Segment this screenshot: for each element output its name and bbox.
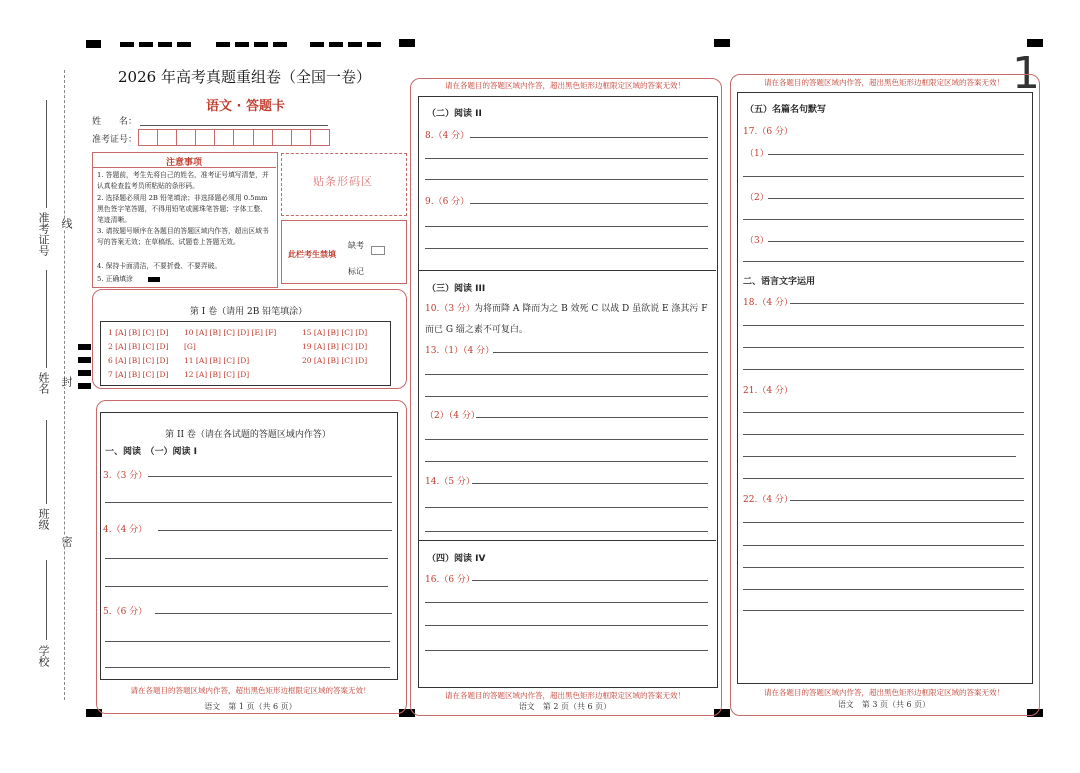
answer-line[interactable] — [768, 154, 1024, 155]
absent-checkbox[interactable] — [371, 246, 385, 255]
section-language: 二、语言文字运用 — [743, 277, 816, 287]
question-10-text-cont: 而已 G 缁之素不可复白。 — [425, 325, 528, 335]
section-divider — [418, 270, 716, 271]
answer-line[interactable] — [425, 602, 708, 603]
answer-line[interactable] — [148, 476, 392, 477]
timing-mark — [78, 383, 91, 389]
warning-text: 请在各题目的答题区域内作答，超出黑色矩形边框限定区域的答案无效！ — [764, 78, 1004, 87]
answer-line[interactable] — [425, 226, 708, 227]
margin-line-label: 线 — [60, 218, 73, 229]
absent-label: 缺考 — [348, 241, 364, 250]
section-reading-3: （三）阅读 III — [427, 284, 486, 294]
answer-line[interactable] — [743, 610, 1024, 611]
answer-line[interactable] — [493, 352, 708, 353]
question-8: 8.（4 分） — [425, 131, 470, 141]
question-17-2: （2） — [745, 193, 769, 203]
choice-row[interactable]: 6 [A] [B] [C] [D] — [108, 356, 169, 365]
answer-line[interactable] — [425, 531, 708, 532]
margin-class-label: 班级 — [37, 508, 50, 530]
choice-row[interactable]: 19 [A] [B] [C] [D] — [302, 342, 368, 351]
answer-line[interactable] — [155, 613, 392, 614]
timing-mark — [235, 42, 249, 47]
answer-line[interactable] — [425, 507, 708, 508]
timing-mark — [139, 42, 153, 47]
answer-line[interactable] — [105, 586, 388, 587]
notice-title: 注意事项 — [165, 158, 202, 168]
page-footer: 语文 第 1 页（共 6 页） — [204, 702, 297, 711]
mark-label: 标记 — [348, 267, 364, 276]
answer-line[interactable] — [425, 650, 708, 651]
timing-mark — [254, 42, 268, 47]
question-9: 9.（6 分） — [425, 197, 470, 207]
section-reading-2: （二）阅读 II — [427, 109, 482, 119]
timing-mark — [367, 42, 381, 47]
margin-name-label: 姓名 — [37, 372, 50, 394]
column2-inner-frame — [418, 96, 718, 688]
choice-row[interactable]: 12 [A] [B] [C] [D] — [184, 370, 250, 379]
question-17-1: （1） — [745, 149, 769, 159]
timing-mark — [120, 42, 134, 47]
fill-sample — [148, 277, 160, 282]
section-recitation: （五）名篇名句默写 — [745, 105, 827, 115]
answer-line[interactable] — [743, 325, 1024, 326]
answer-line[interactable] — [425, 179, 708, 180]
answer-line[interactable] — [105, 558, 388, 559]
barcode-label: 贴条形码区 — [313, 175, 373, 188]
answer-line[interactable] — [743, 567, 1024, 568]
timing-mark — [273, 42, 287, 47]
timing-mark — [216, 42, 230, 47]
answer-line[interactable] — [743, 478, 1024, 479]
timing-mark — [310, 42, 324, 47]
choice-row[interactable]: [G] — [184, 342, 196, 351]
answer-line[interactable] — [105, 667, 390, 668]
answer-line[interactable] — [743, 456, 1016, 457]
answer-line[interactable] — [425, 248, 708, 249]
admission-label: 准考证号： — [92, 135, 138, 145]
timing-mark — [399, 39, 415, 47]
answer-line[interactable] — [743, 545, 1024, 546]
timing-mark — [177, 42, 191, 47]
timing-mark — [78, 357, 91, 363]
answer-line[interactable] — [105, 641, 390, 642]
answer-line[interactable] — [425, 439, 708, 440]
answer-line[interactable] — [105, 502, 392, 503]
timing-mark — [329, 42, 343, 47]
section-reading-4: （四）阅读 IV — [427, 554, 486, 564]
answer-line[interactable] — [425, 625, 708, 626]
answer-line[interactable] — [472, 483, 708, 484]
timing-mark — [78, 344, 91, 350]
page-footer: 语文 第 2 页（共 6 页） — [518, 702, 612, 711]
margin-admission-underline — [46, 100, 47, 208]
choice-row[interactable]: 10 [A] [B] [C] [D] [E] [F] — [184, 328, 277, 337]
admission-number-boxes[interactable] — [138, 129, 330, 146]
answer-line[interactable] — [790, 303, 1024, 304]
question-22: 22.（4 分） — [743, 495, 793, 505]
notice-item: 1. 答题前，考生先将自己的姓名，准考证号填写清楚，并认真检查监考员所粘贴的条形码。 — [97, 171, 269, 190]
name-field[interactable] — [140, 125, 328, 126]
page-number: 1 — [1012, 48, 1040, 99]
warning-text: 请在各题目的答题区域内作答，超出黑色矩形边框限定区域的答案无效！ — [130, 686, 371, 695]
answer-line[interactable] — [743, 176, 1024, 177]
answer-line[interactable] — [743, 522, 1024, 523]
timing-mark — [714, 39, 730, 47]
margin-name-underline — [46, 270, 47, 368]
margin-dense-label: 密 — [60, 536, 73, 547]
part1-title: 第 I 卷（请用 2B 铅笔填涂） — [189, 307, 308, 317]
answer-line[interactable] — [768, 241, 1024, 242]
answer-line[interactable] — [470, 137, 708, 138]
question-4: 4.（4 分） — [103, 525, 148, 535]
answer-line[interactable] — [425, 461, 708, 462]
answer-line[interactable] — [743, 261, 1024, 262]
answer-line[interactable] — [768, 198, 1024, 199]
question-13-1: 13.（1）（4 分） — [425, 346, 495, 356]
notice-title-divider — [92, 167, 276, 168]
part2-title: 第 II 卷（请在各试题的答题区域内作答） — [165, 430, 331, 440]
choice-row[interactable]: 2 [A] [B] [C] [D] — [108, 342, 169, 351]
question-17-3: （3） — [745, 236, 769, 246]
page-footer: 语文 第 3 页（共 6 页） — [837, 700, 931, 709]
warning-text: 请在各题目的答题区域内作答，超出黑色矩形边框限定区域的答案无效！ — [445, 81, 685, 90]
warning-text: 请在各题目的答题区域内作答，超出黑色矩形边框限定区域的答案无效！ — [445, 691, 685, 700]
answer-line[interactable] — [743, 434, 1024, 435]
choice-row[interactable]: 7 [A] [B] [C] [D] — [108, 370, 169, 379]
question-21: 21.（4 分） — [743, 386, 793, 396]
question-18: 18.（4 分） — [743, 298, 793, 308]
choice-row[interactable]: 11 [A] [B] [C] [D] — [184, 356, 250, 365]
question-17: 17.（6 分） — [743, 127, 793, 137]
answer-line[interactable] — [158, 530, 392, 531]
timing-mark — [78, 370, 91, 376]
answer-line[interactable] — [743, 219, 1024, 220]
question-16: 16.（6 分） — [425, 575, 475, 585]
margin-seal-label: 封 — [60, 376, 73, 387]
section-reading-1: 一、阅读 （一）阅读 I — [105, 447, 197, 457]
notice-item: 5. 正确填涂 — [97, 275, 133, 283]
timing-mark — [348, 42, 362, 47]
exam-title: 2026 年高考真题重组卷（全国一卷） — [118, 68, 371, 86]
answer-line[interactable] — [790, 500, 1024, 501]
margin-class-underline — [46, 420, 47, 504]
name-label: 姓 名： — [92, 117, 138, 127]
answer-line[interactable] — [470, 203, 708, 204]
margin-admission-label: 准考证号 — [37, 212, 50, 256]
margin-school-label: 学校 — [37, 645, 50, 667]
card-title: 语文 · 答题卡 — [206, 99, 285, 114]
forbidden-label: 此栏考生禁填 — [288, 250, 336, 259]
question-3: 3.（3 分） — [103, 471, 148, 481]
timing-mark — [86, 40, 101, 48]
notice-item: 2. 选择题必须用 2B 铅笔填涂；非选择题必须用 0.5mm 黑色签字笔答题，不得用铅笔或圆珠笔答题；字体工整、笔迹清晰。 — [97, 194, 268, 224]
choice-row[interactable]: 20 [A] [B] [C] [D] — [302, 356, 368, 365]
answer-line[interactable] — [743, 589, 1024, 590]
answer-line[interactable] — [743, 347, 1024, 348]
question-5: 5.（6 分） — [103, 607, 148, 617]
answer-line[interactable] — [472, 580, 708, 581]
answer-line[interactable] — [425, 374, 708, 375]
answer-line[interactable] — [425, 158, 708, 159]
answer-line[interactable] — [425, 396, 708, 397]
notice-item: 4. 保持卡面清洁，不要折叠、不要弄破。 — [97, 262, 222, 270]
question-10-text: 为将而降 A 降而为之 B 效死 C 以战 D 虽欲说 E 涤其污 F — [474, 304, 708, 314]
question-10: 10.（3 分） — [425, 304, 475, 314]
notice-item: 3. 请按题号顺序在各题目的答题区域内作答，超出区域书写的答案无效；在草稿纸、试题卷上答题无效。 — [97, 227, 269, 246]
choice-row[interactable]: 15 [A] [B] [C] [D] — [302, 328, 368, 337]
question-13-2: （2）（4 分） — [425, 411, 480, 421]
section-divider — [418, 540, 716, 541]
timing-mark — [158, 42, 172, 47]
answer-line[interactable] — [476, 417, 708, 418]
question-14: 14.（5 分） — [425, 477, 475, 487]
warning-text: 请在各题目的答题区域内作答，超出黑色矩形边框限定区域的答案无效！ — [764, 688, 1004, 697]
answer-line[interactable] — [743, 369, 1024, 370]
answer-line[interactable] — [743, 412, 1024, 413]
timing-mark — [1027, 39, 1043, 47]
margin-school-underline — [46, 560, 47, 640]
choice-row[interactable]: 1 [A] [B] [C] [D] — [108, 328, 169, 337]
